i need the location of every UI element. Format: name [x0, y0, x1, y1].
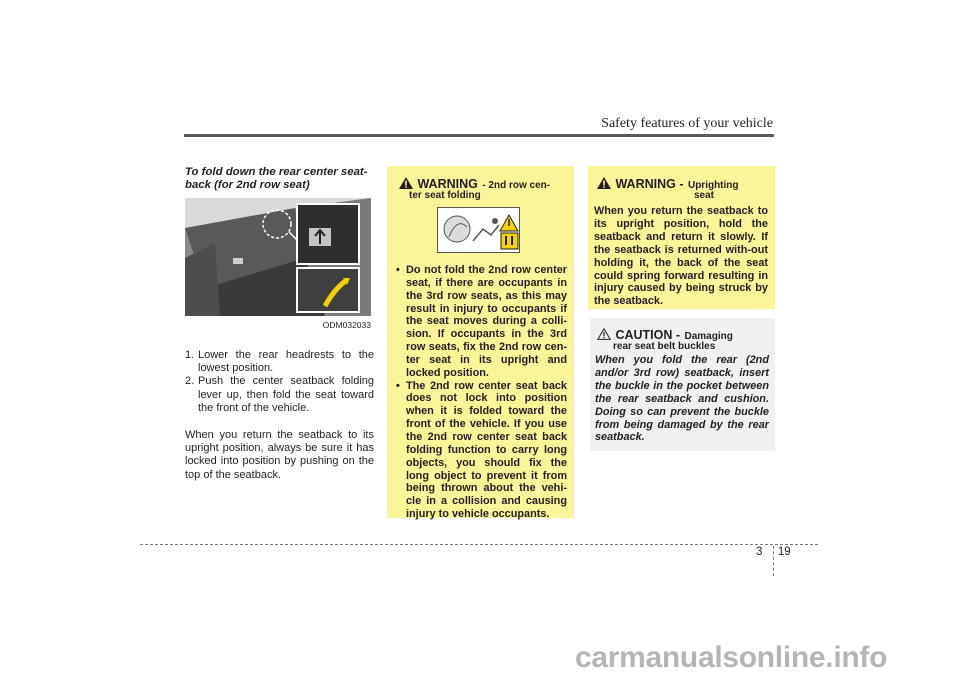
warning-body: When you return the seatback to its upright position, hold the seatback and return it slowly. If the seatback is returned with-out holding it, the back of the seat could spring forward resulting in injury caused by being struck by the seatback. — [594, 205, 768, 308]
warning-bullets — [396, 264, 567, 521]
step-item — [185, 375, 374, 415]
list-item — [396, 380, 567, 521]
list-item — [396, 264, 567, 380]
photo-id: ODM032033 — [322, 320, 371, 330]
bullet-mark: • — [396, 264, 400, 276]
page-number: 19 — [777, 546, 791, 558]
footer-rule — [140, 544, 818, 545]
caution-subtitle: Damaging — [684, 331, 733, 342]
step-number: 2. — [185, 375, 195, 388]
cargo-area-illustration — [185, 198, 371, 316]
step-number: 1. — [185, 349, 195, 361]
page-number-divider — [773, 546, 774, 576]
step-item — [185, 349, 374, 375]
header-rule — [184, 134, 774, 137]
bullet-text: Do not fold the 2nd row center seat, if there are occupants in the 3rd row seats, as this may result in injury to occupants if the seat moves during a colli-sion. If occupants in the 3rd row seats, fix the 2nd row cen-ter seat in its upright and locked position. — [406, 264, 567, 379]
warning-subtitle: Uprighting — [687, 180, 739, 191]
caution-subtitle-cont: rear seat belt buckles — [613, 341, 716, 352]
warning-subtitle-cont: ter seat folding — [409, 190, 481, 201]
seat-folding-photo — [185, 198, 371, 316]
upright-paragraph: When you return the seatback to its upright position, always be sure it has locked into position by pushing on the top of the seatback. — [185, 429, 374, 481]
bullet-mark: • — [396, 379, 400, 392]
bullet-text: The 2nd row center seat back does not lock into position when it is folded toward the front of the vehicle. If you use the 2nd row center seat back folding function to carry long objects, you should fix the long object to prevent it from being thrown about the vehi-cle in a collision and causing injury to vehicle occupants. — [406, 379, 567, 521]
watermark: carmanualsonline.info — [575, 641, 888, 674]
warning-label: WARNING - — [615, 177, 684, 191]
steps-list — [185, 349, 374, 415]
step-text: Lower the rear headrests to the lowest position. — [198, 349, 374, 375]
warning-subtitle: - 2nd row cen- — [482, 180, 551, 191]
occupant-warning-illustration — [437, 207, 520, 253]
warning-title — [597, 175, 769, 193]
chapter-number: 3 — [756, 546, 763, 558]
warning-subtitle-cont: seat — [694, 190, 715, 201]
warning-label: WARNING — [417, 177, 478, 191]
caution-label: CAUTION - — [615, 328, 681, 342]
seat-occupant-icon — [437, 207, 520, 253]
warning-triangle-icon — [399, 177, 413, 189]
step-text: Push the center seatback folding lever up, then fold the seat toward the front of the vehicle. — [198, 375, 374, 414]
subheading: To fold down the rear center seat-back (for 2nd row seat) — [185, 166, 368, 191]
section-title: Safety features of your vehicle — [601, 116, 773, 131]
warning-triangle-icon — [597, 177, 611, 189]
caution-triangle-icon — [597, 328, 611, 340]
caution-body: When you fold the rear (2nd and/or 3rd row) seatback, insert the buckle in the pocket between the rear seatback and cushion. Doing so can prevent the buckle from being damaged by the rear seatback. — [595, 354, 769, 444]
